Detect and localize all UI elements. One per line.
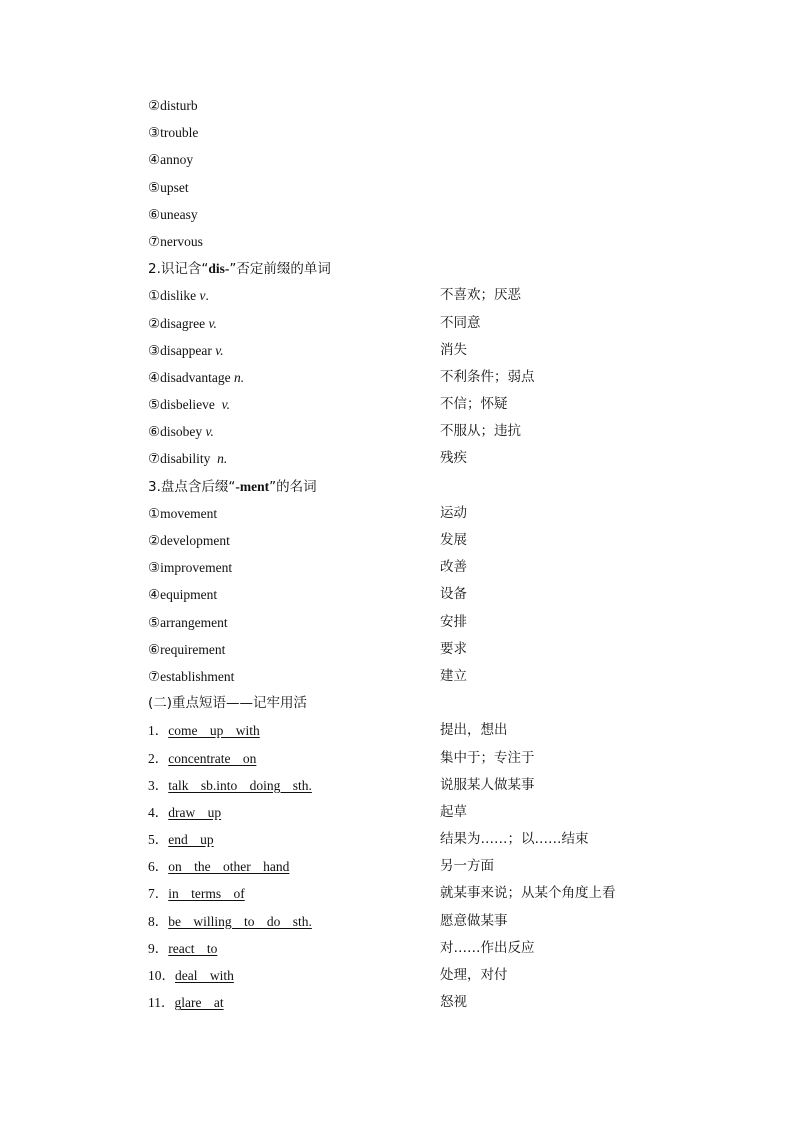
list-item: ④equipment 设备 [148,586,467,603]
section-heading-ment: 3.盘点含后缀“-ment”的名词 [148,478,317,495]
synonym-list [148,92,708,255]
list-item: ⑤arrangement 安排 [148,613,467,630]
list-item: ⑤disbelieve v. 不信；怀疑 [148,396,508,413]
list-item: ③disappear v. 消失 [148,341,467,358]
dis-word-list [148,282,708,472]
document-page [148,92,708,1016]
list-item: ⑥disobey v. 不服从；违抗 [148,423,521,440]
list-item: ⑥uneasy [148,206,198,222]
phrase-item: 3．talk sb.into doing sth. 说服某人做某事 [148,776,535,793]
phrase-item: 10．deal with 处理，对付 [148,967,508,983]
phrase-item: 1．come up with 提出，想出 [148,722,508,739]
phrase-list [148,717,708,1016]
list-item: ④annoy [148,152,194,168]
list-item: ①dislike v. 不喜欢；厌恶 [148,287,521,304]
list-item: ③trouble [148,125,199,141]
phrase-item: 9．react to 对……作出反应 [148,939,535,956]
ment-word-list [148,500,708,690]
list-item: ⑦establishment 建立 [148,667,467,684]
list-item: ②development 发展 [148,532,467,548]
section-heading-phrases: (二)重点短语——记牢用活 [148,695,308,712]
phrase-item: 6．on the other hand 另一方面 [148,858,494,875]
section-heading-dis: 2.识记含“dis-”否定前缀的单词 [148,261,331,278]
list-item: ③improvement 改善 [148,559,467,576]
list-item: ⑥requirement 要求 [148,640,467,657]
phrase-item: 2．concentrate on 集中于；专注于 [148,749,535,766]
list-item: ⑦nervous [148,233,203,249]
phrase-item: 7．in terms of 就某事来说；从某个角度上看 [148,885,616,902]
phrase-item: 5．end up 结果为……；以……结束 [148,831,589,848]
phrase-item: 8．be willing to do sth. 愿意做某事 [148,912,508,929]
list-item: ⑦disability n. 残疾 [148,450,467,467]
list-item: ⑤upset [148,179,189,195]
list-item: ②disturb [148,98,198,113]
phrase-item: 11．glare at 怒视 [148,994,467,1011]
list-item: ①movement 运动 [148,504,467,521]
phrase-item: 4．draw up 起草 [148,803,467,820]
list-item: ④disadvantage n. 不利条件；弱点 [148,368,535,385]
list-item: ②disagree v. 不同意 [148,314,481,331]
